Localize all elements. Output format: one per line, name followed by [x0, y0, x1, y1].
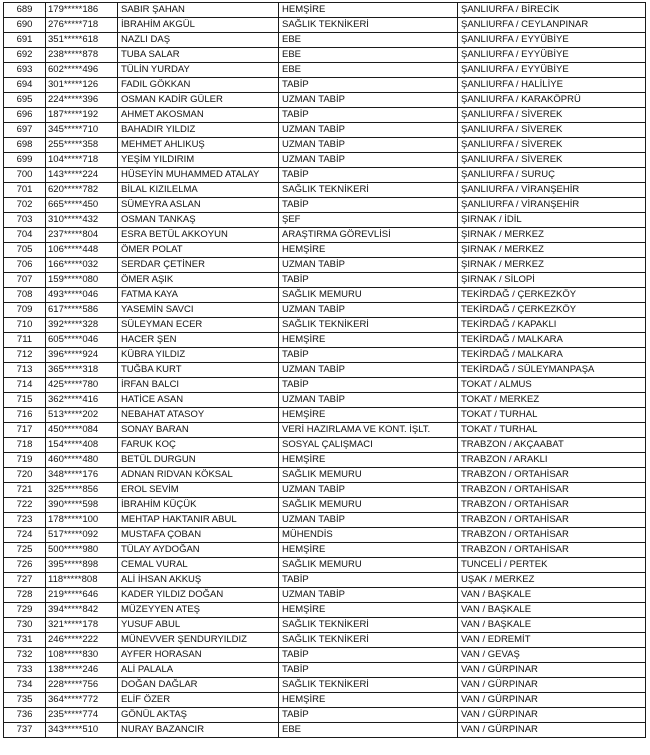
table-row	[4, 258, 646, 273]
masked-id-number: 310*****432	[46, 213, 118, 228]
row-number: 736	[4, 708, 46, 723]
full-name: HACER ŞEN	[118, 333, 279, 348]
table-row	[4, 123, 646, 138]
masked-id-number: 228*****756	[46, 678, 118, 693]
masked-id-number: 321*****178	[46, 618, 118, 633]
full-name: YUSUF ABUL	[118, 618, 279, 633]
full-name: KÜBRA YILDIZ	[118, 348, 279, 363]
job-title: HEMŞİRE	[279, 333, 458, 348]
job-title: SAĞLIK TEKNİKERİ	[279, 183, 458, 198]
full-name: BAHADIR YILDIZ	[118, 123, 279, 138]
row-number: 713	[4, 363, 46, 378]
row-number: 724	[4, 528, 46, 543]
masked-id-number: 390*****598	[46, 498, 118, 513]
row-number: 691	[4, 33, 46, 48]
province-district: TOKAT / ALMUS	[458, 378, 646, 393]
full-name: NURAY BAZANCIR	[118, 723, 279, 738]
job-title: TABİP	[279, 648, 458, 663]
job-title: UZMAN TABİP	[279, 303, 458, 318]
job-title: UZMAN TABİP	[279, 483, 458, 498]
full-name: TUĞBA KURT	[118, 363, 279, 378]
masked-id-number: 106*****448	[46, 243, 118, 258]
masked-id-number: 392*****328	[46, 318, 118, 333]
province-district: TEKİRDAĞ / MALKARA	[458, 333, 646, 348]
table-row	[4, 618, 646, 633]
job-title: SAĞLIK MEMURU	[279, 288, 458, 303]
table-body	[4, 3, 646, 738]
job-title: TABİP	[279, 708, 458, 723]
table-row	[4, 378, 646, 393]
table-row	[4, 183, 646, 198]
province-district: VAN / GÜRPINAR	[458, 693, 646, 708]
job-title: TABİP	[279, 273, 458, 288]
table-row	[4, 573, 646, 588]
personnel-table	[3, 2, 646, 738]
masked-id-number: 620*****782	[46, 183, 118, 198]
province-district: ŞIRNAK / MERKEZ	[458, 258, 646, 273]
full-name: FARUK KOÇ	[118, 438, 279, 453]
full-name: CEMAL VURAL	[118, 558, 279, 573]
job-title: ARAŞTIRMA GÖREVLİSİ	[279, 228, 458, 243]
masked-id-number: 365*****318	[46, 363, 118, 378]
table-row	[4, 723, 646, 738]
row-number: 720	[4, 468, 46, 483]
masked-id-number: 325*****856	[46, 483, 118, 498]
row-number: 735	[4, 693, 46, 708]
full-name: MUSTAFA ÇOBAN	[118, 528, 279, 543]
province-district: ŞANLIURFA / BİRECİK	[458, 3, 646, 18]
masked-id-number: 179*****186	[46, 3, 118, 18]
row-number: 732	[4, 648, 46, 663]
row-number: 712	[4, 348, 46, 363]
full-name: MEHMET AHLIKUŞ	[118, 138, 279, 153]
full-name: AHMET AKOSMAN	[118, 108, 279, 123]
full-name: DOĞAN DAĞLAR	[118, 678, 279, 693]
table-row	[4, 168, 646, 183]
full-name: SERDAR ÇETİNER	[118, 258, 279, 273]
job-title: TABİP	[279, 168, 458, 183]
full-name: OSMAN TANKAŞ	[118, 213, 279, 228]
full-name: ADNAN RIDVAN KÖKSAL	[118, 468, 279, 483]
full-name: EROL SEVİM	[118, 483, 279, 498]
job-title: HEMŞİRE	[279, 3, 458, 18]
province-district: ŞANLIURFA / KARAKÖPRÜ	[458, 93, 646, 108]
table-row	[4, 588, 646, 603]
province-district: UŞAK / MERKEZ	[458, 573, 646, 588]
job-title: UZMAN TABİP	[279, 123, 458, 138]
row-number: 716	[4, 408, 46, 423]
masked-id-number: 493*****046	[46, 288, 118, 303]
table-row	[4, 393, 646, 408]
job-title: TABİP	[279, 348, 458, 363]
row-number: 697	[4, 123, 46, 138]
table-row	[4, 333, 646, 348]
job-title: VERİ HAZIRLAMA VE KONT. İŞLT.	[279, 423, 458, 438]
full-name: FATMA KAYA	[118, 288, 279, 303]
masked-id-number: 255*****358	[46, 138, 118, 153]
province-district: TOKAT / TURHAL	[458, 408, 646, 423]
masked-id-number: 343*****510	[46, 723, 118, 738]
full-name: SABIR ŞAHAN	[118, 3, 279, 18]
masked-id-number: 224*****396	[46, 93, 118, 108]
province-district: TEKİRDAĞ / KAPAKLI	[458, 318, 646, 333]
masked-id-number: 104*****718	[46, 153, 118, 168]
table-row	[4, 648, 646, 663]
row-number: 689	[4, 3, 46, 18]
row-number: 737	[4, 723, 46, 738]
job-title: SAĞLIK MEMURU	[279, 558, 458, 573]
province-district: VAN / GÜRPINAR	[458, 678, 646, 693]
province-district: VAN / EDREMİT	[458, 633, 646, 648]
row-number: 700	[4, 168, 46, 183]
row-number: 709	[4, 303, 46, 318]
job-title: HEMŞİRE	[279, 693, 458, 708]
masked-id-number: 513*****202	[46, 408, 118, 423]
province-district: VAN / GÜRPINAR	[458, 723, 646, 738]
masked-id-number: 364*****772	[46, 693, 118, 708]
job-title: TABİP	[279, 663, 458, 678]
masked-id-number: 118*****808	[46, 573, 118, 588]
row-number: 706	[4, 258, 46, 273]
row-number: 733	[4, 663, 46, 678]
masked-id-number: 425*****780	[46, 378, 118, 393]
table-row	[4, 273, 646, 288]
job-title: TABİP	[279, 378, 458, 393]
job-title: HEMŞİRE	[279, 408, 458, 423]
table-row	[4, 288, 646, 303]
province-district: ŞIRNAK / SİLOPİ	[458, 273, 646, 288]
full-name: ESRA BETÜL AKKOYUN	[118, 228, 279, 243]
masked-id-number: 159*****080	[46, 273, 118, 288]
row-number: 695	[4, 93, 46, 108]
job-title: EBE	[279, 63, 458, 78]
full-name: NAZLI DAŞ	[118, 33, 279, 48]
masked-id-number: 517*****092	[46, 528, 118, 543]
job-title: SAĞLIK TEKNİKERİ	[279, 678, 458, 693]
full-name: MEHTAP HAKTANIR ABUL	[118, 513, 279, 528]
row-number: 722	[4, 498, 46, 513]
province-district: TOKAT / MERKEZ	[458, 393, 646, 408]
job-title: HEMŞİRE	[279, 603, 458, 618]
province-district: TOKAT / TURHAL	[458, 423, 646, 438]
table-row	[4, 633, 646, 648]
province-district: ŞANLIURFA / SURUÇ	[458, 168, 646, 183]
table-row	[4, 78, 646, 93]
province-district: TEKİRDAĞ / MALKARA	[458, 348, 646, 363]
masked-id-number: 178*****100	[46, 513, 118, 528]
row-number: 729	[4, 603, 46, 618]
province-district: TRABZON / ORTAHİSAR	[458, 528, 646, 543]
province-district: TEKİRDAĞ / SÜLEYMANPAŞA	[458, 363, 646, 378]
province-district: ŞANLIURFA / SİVEREK	[458, 153, 646, 168]
job-title: UZMAN TABİP	[279, 138, 458, 153]
province-district: TRABZON / ARAKLI	[458, 453, 646, 468]
table-row	[4, 468, 646, 483]
masked-id-number: 395*****898	[46, 558, 118, 573]
masked-id-number: 665*****450	[46, 198, 118, 213]
table-row	[4, 303, 646, 318]
table-row	[4, 678, 646, 693]
row-number: 719	[4, 453, 46, 468]
full-name: ALİ İHSAN AKKUŞ	[118, 573, 279, 588]
masked-id-number: 235*****774	[46, 708, 118, 723]
job-title: SOSYAL ÇALIŞMACI	[279, 438, 458, 453]
job-title: UZMAN TABİP	[279, 258, 458, 273]
province-district: TRABZON / ORTAHİSAR	[458, 543, 646, 558]
table-row	[4, 213, 646, 228]
province-district: VAN / BAŞKALE	[458, 618, 646, 633]
province-district: TRABZON / AKÇAABAT	[458, 438, 646, 453]
full-name: NEBAHAT ATASOY	[118, 408, 279, 423]
job-title: UZMAN TABİP	[279, 393, 458, 408]
full-name: TÜLİN YURDAY	[118, 63, 279, 78]
full-name: BİLAL KIZILELMA	[118, 183, 279, 198]
province-district: VAN / BAŞKALE	[458, 603, 646, 618]
province-district: ŞANLIURFA / EYYÜBİYE	[458, 63, 646, 78]
table-row	[4, 543, 646, 558]
job-title: SAĞLIK TEKNİKERİ	[279, 318, 458, 333]
table-row	[4, 243, 646, 258]
job-title: UZMAN TABİP	[279, 513, 458, 528]
full-name: SÜMEYRA ASLAN	[118, 198, 279, 213]
job-title: SAĞLIK MEMURU	[279, 468, 458, 483]
job-title: HEMŞİRE	[279, 453, 458, 468]
job-title: TABİP	[279, 78, 458, 93]
job-title: EBE	[279, 723, 458, 738]
table-row	[4, 423, 646, 438]
province-district: ŞANLIURFA / VİRANŞEHİR	[458, 183, 646, 198]
full-name: FADIL GÖKKAN	[118, 78, 279, 93]
masked-id-number: 138*****246	[46, 663, 118, 678]
job-title: ŞEF	[279, 213, 458, 228]
table-row	[4, 663, 646, 678]
full-name: HATİCE ASAN	[118, 393, 279, 408]
full-name: HÜSEYİN MUHAMMED ATALAY	[118, 168, 279, 183]
masked-id-number: 238*****878	[46, 48, 118, 63]
job-title: SAĞLIK TEKNİKERİ	[279, 618, 458, 633]
full-name: AYFER HORASAN	[118, 648, 279, 663]
job-title: TABİP	[279, 108, 458, 123]
province-district: ŞIRNAK / İDİL	[458, 213, 646, 228]
row-number: 725	[4, 543, 46, 558]
masked-id-number: 348*****176	[46, 468, 118, 483]
table-row	[4, 3, 646, 18]
row-number: 711	[4, 333, 46, 348]
row-number: 701	[4, 183, 46, 198]
masked-id-number: 450*****084	[46, 423, 118, 438]
masked-id-number: 500*****980	[46, 543, 118, 558]
row-number: 694	[4, 78, 46, 93]
full-name: YEŞİM YILDIRIM	[118, 153, 279, 168]
table-row	[4, 33, 646, 48]
row-number: 715	[4, 393, 46, 408]
masked-id-number: 617*****586	[46, 303, 118, 318]
masked-id-number: 219*****646	[46, 588, 118, 603]
job-title: EBE	[279, 48, 458, 63]
job-title: UZMAN TABİP	[279, 153, 458, 168]
province-district: ŞIRNAK / MERKEZ	[458, 228, 646, 243]
masked-id-number: 396*****924	[46, 348, 118, 363]
row-number: 696	[4, 108, 46, 123]
masked-id-number: 187*****192	[46, 108, 118, 123]
province-district: TUNCELİ / PERTEK	[458, 558, 646, 573]
row-number: 710	[4, 318, 46, 333]
full-name: ÖMER AŞIK	[118, 273, 279, 288]
province-district: VAN / GEVAŞ	[458, 648, 646, 663]
province-district: ŞIRNAK / MERKEZ	[458, 243, 646, 258]
province-district: TRABZON / ORTAHİSAR	[458, 513, 646, 528]
row-number: 692	[4, 48, 46, 63]
masked-id-number: 108*****830	[46, 648, 118, 663]
row-number: 690	[4, 18, 46, 33]
table-row	[4, 528, 646, 543]
province-district: ŞANLIURFA / SİVEREK	[458, 123, 646, 138]
full-name: OSMAN KADİR GÜLER	[118, 93, 279, 108]
full-name: İBRAHİM KÜÇÜK	[118, 498, 279, 513]
province-district: ŞANLIURFA / EYYÜBİYE	[458, 33, 646, 48]
job-title: UZMAN TABİP	[279, 588, 458, 603]
job-title: SAĞLIK TEKNİKERİ	[279, 18, 458, 33]
table-row	[4, 153, 646, 168]
row-number: 708	[4, 288, 46, 303]
row-number: 698	[4, 138, 46, 153]
job-title: HEMŞİRE	[279, 543, 458, 558]
table-row	[4, 18, 646, 33]
full-name: GÖNÜL AKTAŞ	[118, 708, 279, 723]
table-row	[4, 63, 646, 78]
table-row	[4, 483, 646, 498]
job-title: UZMAN TABİP	[279, 93, 458, 108]
province-district: TRABZON / ORTAHİSAR	[458, 483, 646, 498]
province-district: TEKİRDAĞ / ÇERKEZKÖY	[458, 288, 646, 303]
table-row	[4, 453, 646, 468]
table-row	[4, 693, 646, 708]
masked-id-number: 362*****416	[46, 393, 118, 408]
masked-id-number: 605*****046	[46, 333, 118, 348]
masked-id-number: 394*****842	[46, 603, 118, 618]
table-row	[4, 348, 646, 363]
full-name: ÖMER POLAT	[118, 243, 279, 258]
full-name: YASEMİN SAVCI	[118, 303, 279, 318]
full-name: ELİF ÖZER	[118, 693, 279, 708]
masked-id-number: 276*****718	[46, 18, 118, 33]
masked-id-number: 351*****618	[46, 33, 118, 48]
row-number: 717	[4, 423, 46, 438]
full-name: TÜLAY AYDOĞAN	[118, 543, 279, 558]
row-number: 728	[4, 588, 46, 603]
province-district: TRABZON / ORTAHİSAR	[458, 468, 646, 483]
masked-id-number: 460*****480	[46, 453, 118, 468]
masked-id-number: 345*****710	[46, 123, 118, 138]
table-row	[4, 408, 646, 423]
row-number: 705	[4, 243, 46, 258]
province-district: ŞANLIURFA / CEYLANPINAR	[458, 18, 646, 33]
row-number: 734	[4, 678, 46, 693]
row-number: 721	[4, 483, 46, 498]
table-row	[4, 108, 646, 123]
province-district: VAN / BAŞKALE	[458, 588, 646, 603]
job-title: EBE	[279, 33, 458, 48]
table-row	[4, 363, 646, 378]
masked-id-number: 237*****804	[46, 228, 118, 243]
table-row	[4, 708, 646, 723]
full-name: İBRAHİM AKGÜL	[118, 18, 279, 33]
row-number: 693	[4, 63, 46, 78]
province-district: TEKİRDAĞ / ÇERKEZKÖY	[458, 303, 646, 318]
masked-id-number: 154*****408	[46, 438, 118, 453]
job-title: TABİP	[279, 573, 458, 588]
row-number: 727	[4, 573, 46, 588]
row-number: 707	[4, 273, 46, 288]
full-name: İRFAN BALCI	[118, 378, 279, 393]
province-district: ŞANLIURFA / EYYÜBİYE	[458, 48, 646, 63]
row-number: 704	[4, 228, 46, 243]
table-row	[4, 138, 646, 153]
province-district: ŞANLIURFA / HALİLİYE	[458, 78, 646, 93]
full-name: MÜZEYYEN ATEŞ	[118, 603, 279, 618]
masked-id-number: 246*****222	[46, 633, 118, 648]
full-name: BETÜL DURGUN	[118, 453, 279, 468]
row-number: 723	[4, 513, 46, 528]
table-row	[4, 93, 646, 108]
full-name: ALİ PALALA	[118, 663, 279, 678]
province-district: ŞANLIURFA / SİVEREK	[458, 138, 646, 153]
table-row	[4, 498, 646, 513]
row-number: 730	[4, 618, 46, 633]
province-district: TRABZON / ORTAHİSAR	[458, 498, 646, 513]
full-name: SONAY BARAN	[118, 423, 279, 438]
full-name: SÜLEYMAN ECER	[118, 318, 279, 333]
masked-id-number: 166*****032	[46, 258, 118, 273]
table-row	[4, 558, 646, 573]
province-district: ŞANLIURFA / VİRANŞEHİR	[458, 198, 646, 213]
row-number: 718	[4, 438, 46, 453]
full-name: MÜNEVVER ŞENDURYILDIZ	[118, 633, 279, 648]
masked-id-number: 602*****496	[46, 63, 118, 78]
full-name: KADER YILDIZ DOĞAN	[118, 588, 279, 603]
province-district: ŞANLIURFA / SİVEREK	[458, 108, 646, 123]
row-number: 726	[4, 558, 46, 573]
table-row	[4, 318, 646, 333]
job-title: HEMŞİRE	[279, 243, 458, 258]
job-title: TABİP	[279, 198, 458, 213]
row-number: 731	[4, 633, 46, 648]
masked-id-number: 301*****126	[46, 78, 118, 93]
table-row	[4, 198, 646, 213]
masked-id-number: 143*****224	[46, 168, 118, 183]
table-row	[4, 603, 646, 618]
job-title: SAĞLIK MEMURU	[279, 498, 458, 513]
table-row	[4, 48, 646, 63]
job-title: SAĞLIK TEKNİKERİ	[279, 633, 458, 648]
province-district: VAN / GÜRPINAR	[458, 663, 646, 678]
row-number: 702	[4, 198, 46, 213]
job-title: MÜHENDİS	[279, 528, 458, 543]
job-title: UZMAN TABİP	[279, 363, 458, 378]
province-district: VAN / GÜRPINAR	[458, 708, 646, 723]
table-row	[4, 228, 646, 243]
row-number: 703	[4, 213, 46, 228]
row-number: 714	[4, 378, 46, 393]
table-row	[4, 513, 646, 528]
table-row	[4, 438, 646, 453]
full-name: TUBA SALAR	[118, 48, 279, 63]
row-number: 699	[4, 153, 46, 168]
